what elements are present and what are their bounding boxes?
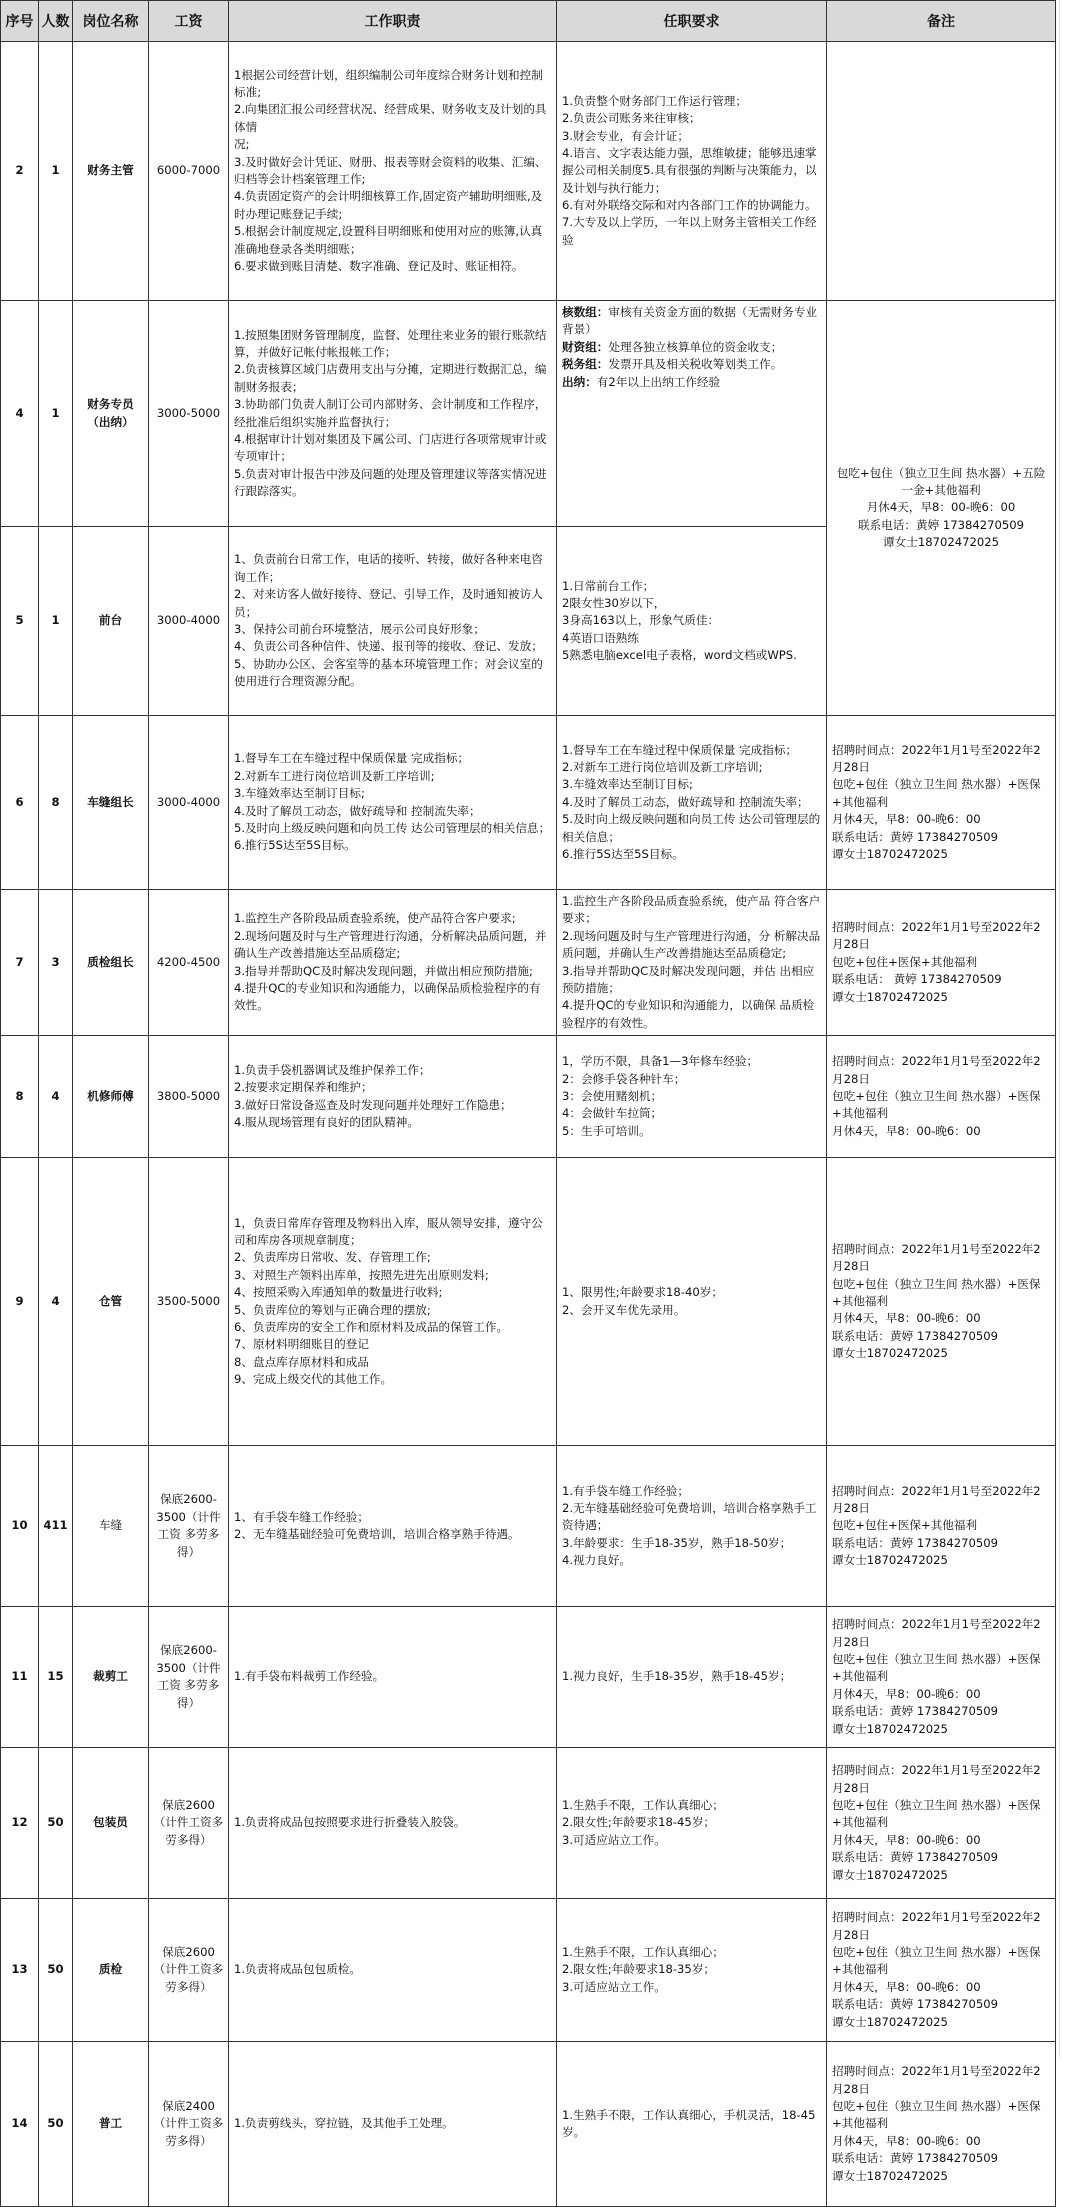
duty-cell <box>229 42 557 301</box>
note-line: 谭女士18702472025 <box>832 846 948 861</box>
note-line: 月休4天，早8：00-晚6：00 <box>866 500 1016 515</box>
header-title: 岗位名称 <box>73 1 149 42</box>
requirement-key: 出纳： <box>562 374 597 389</box>
duty-line: 2.现场问题及时与生产管理进行沟通，分析解决品质问题，并确认生产改善措施达至品质稳定; <box>234 928 547 961</box>
salary-range: 3000-5000 <box>149 301 229 527</box>
requirement-line: 4.及时了解员工动态，做好疏导和 控制流失率； <box>562 794 809 809</box>
requirement-line: 3.车缝效率达至制订目标; <box>562 777 693 792</box>
duty-cell <box>229 1607 557 1748</box>
headcount: 8 <box>39 716 73 890</box>
salary-range: 3000-4000 <box>149 527 229 716</box>
duty-line: 5、协助办公区、会客室等的基本环境管理工作；对会议室的使用进行合理资源分配。 <box>234 656 543 689</box>
duty-line: 2.向集团汇报公司经营状况、经营成果、财务收支及计划的具体情 <box>234 102 547 134</box>
requirement-line: 2.限女性;年龄要求18-45岁； <box>562 1815 716 1830</box>
requirement-line: 2限女性30岁以下， <box>562 595 666 610</box>
duty-line: 2、无车缝基础经验可免费培训，培训合格享熟手待遇。 <box>234 1527 520 1542</box>
requirement-line: 5熟悉电脑excel电子表格，word文档或WPS. <box>562 648 797 663</box>
row-number: 12 <box>1 1748 39 1899</box>
requirement-line: 1.日常前台工作； <box>562 578 655 593</box>
note-line: 月休4天，早8：00-晚6：00 <box>832 2133 981 2148</box>
note-cell <box>827 2042 1056 2207</box>
requirement-line: 1，学历不限，具备1—3年修车经验； <box>562 1054 759 1069</box>
note-line: 招聘时间点：2022年1月1号至2022年2月28日 <box>832 1054 1041 1086</box>
note-line: 包吃+包住（独立卫生间 热水器）+医保+其他福利 <box>832 1945 1041 1977</box>
table-row <box>1 1607 1056 1748</box>
row-number: 8 <box>1 1036 39 1158</box>
requirement-cell <box>557 42 827 301</box>
note-line: 招聘时间点：2022年1月1号至2022年2月28日 <box>832 920 1041 952</box>
requirement-line: 1.生熟手不限，工作认真细心，手机灵活，18-45岁。 <box>562 2107 816 2140</box>
header-salary: 工资 <box>149 1 229 42</box>
requirement-line: 4.提升QC的专业知识和沟通能力，以确保 品质检验程序的有效性。 <box>562 998 815 1030</box>
requirement-cell <box>557 1748 827 1899</box>
duty-line: 1.负责剪线头，穿拉链，及其他手工处理。 <box>234 2116 454 2131</box>
header-duty: 工作职责 <box>229 1 557 42</box>
note-line: 谭女士18702472025 <box>883 535 999 550</box>
headcount: 1 <box>39 42 73 301</box>
requirement-line: 1.监控生产各阶段品质查验系统，使产品 符合客户要求； <box>562 894 821 926</box>
headcount: 50 <box>39 1899 73 2042</box>
note-cell <box>827 1607 1056 1748</box>
row-number: 14 <box>1 2042 39 2207</box>
duty-line: 9、完成上级交代的其他工作。 <box>234 1372 393 1387</box>
note-line: 招聘时间点：2022年1月1号至2022年2月28日 <box>832 1241 1041 1274</box>
header-count: 人数 <box>39 1 73 42</box>
requirement-value: 有2年以上出纳工作经验 <box>596 374 721 389</box>
note-line: 联系电话：黄婷 17384270509 <box>858 517 1024 532</box>
duty-line: 5.负责对审计报告中涉及问题的处理及管理建议等落实情况进行跟踪落实。 <box>234 466 547 499</box>
duty-line: 6.推行5S达至5S目标。 <box>234 838 356 853</box>
table-row <box>1 42 1056 301</box>
requirement-line: 3.年龄要求：生手18-35岁，熟手18-50岁； <box>562 1535 792 1550</box>
salary-range: 3000-4000 <box>149 716 229 890</box>
duty-line: 8、盘点库存原材料和成品 <box>234 1354 369 1369</box>
duty-line: 1、负责前台日常工作，电话的接听、转接，做好各种来电咨询工作； <box>234 552 543 584</box>
duty-cell <box>229 890 557 1036</box>
requirement-cell <box>557 1158 827 1446</box>
note-line: 招聘时间点：2022年1月1号至2022年2月28日 <box>832 1483 1041 1516</box>
duty-line: 3、保持公司前台环境整洁，展示公司良好形象； <box>234 622 485 636</box>
requirement-key: 税务组： <box>562 357 609 372</box>
table-row <box>1 1446 1056 1607</box>
requirement-cell <box>557 890 827 1036</box>
table-row <box>1 1158 1056 1446</box>
requirement-line: 2、会开叉车优先录用。 <box>562 1302 686 1317</box>
requirement-cell <box>557 716 827 890</box>
duty-line: 4.根据审计计划对集团及下属公司、门店进行各项常规审计或专项审计； <box>234 431 547 464</box>
requirement-line: 1.生熟手不限，工作认真细心； <box>562 1945 724 1960</box>
requirement-line: 1.视力良好，生手18-35岁，熟手18-45岁； <box>562 1669 792 1684</box>
note-line: 招聘时间点：2022年1月1号至2022年2月28日 <box>832 1763 1041 1795</box>
headcount: 50 <box>39 1748 73 1899</box>
requirement-value: 发票开具及相关税收筹划类工作。 <box>608 357 783 372</box>
headcount: 4 <box>39 1158 73 1446</box>
requirement-key: 财资组： <box>562 339 609 354</box>
note-line: 招聘时间点：2022年1月1号至2022年2月28日 <box>832 1910 1041 1942</box>
duty-line: 1.负责手袋机器调试及维护保养工作； <box>234 1062 431 1077</box>
duty-cell <box>229 1748 557 1899</box>
requirement-line: 1.负责整个财务部门工作运行管理； <box>562 93 747 108</box>
headcount: 15 <box>39 1607 73 1748</box>
duty-line: 5.根据会计制度规定,设置科目明细账和使用对应的账簿,认真准确地登录各类明细账； <box>234 224 543 256</box>
salary-range: 6000-7000 <box>149 42 229 301</box>
requirement-line: 4.语言、文字表达能力强，思维敏捷；能够迅速掌握公司相关制度5.具有很强的判断与决策能力，以及计划与执行能力； <box>562 145 817 195</box>
duty-line: 1、有手袋车缝工作经验； <box>234 1509 369 1524</box>
note-line: 月休4天，早8：00-晚6：00 <box>832 1686 981 1701</box>
note-line: 包吃+包住（独立卫生间 热水器）+医保+其他福利 <box>832 2099 1041 2131</box>
job-title: 质检 <box>73 1899 149 2042</box>
requirement-cell <box>557 301 827 527</box>
salary-range: 保底2600（计件工资多劳多得） <box>149 1748 229 1899</box>
salary-range: 保底2600（计件工资多劳多得） <box>149 1899 229 2042</box>
requirement-cell <box>557 1036 827 1158</box>
requirement-line: 3.可适应站立工作。 <box>562 1979 666 1994</box>
requirement-cell <box>557 1607 827 1748</box>
requirement-line: 3.财会专业，有会计证； <box>562 128 689 143</box>
header-note: 备注 <box>827 1 1056 42</box>
table-row <box>1 1036 1056 1158</box>
row-number: 10 <box>1 1446 39 1607</box>
note-line: 联系电话：黄婷 17384270509 <box>832 1328 998 1343</box>
requirement-line <box>562 339 821 356</box>
requirement-line: 1.生熟手不限，工作认真细心； <box>562 1798 724 1813</box>
table-row <box>1 301 1056 527</box>
duty-cell <box>229 301 557 527</box>
requirement-line: 7.大专及以上学历，一年以上财务主管相关工作经验 <box>562 215 817 247</box>
header-no: 序号 <box>1 1 39 42</box>
duty-line: 2、对来访客人做好接待、登记、引导工作，及时通知被访人员； <box>234 587 543 619</box>
note-line: 招聘时间点：2022年1月1号至2022年2月28日 <box>832 2064 1041 2096</box>
duty-line: 1.监控生产各阶段品质查验系统，使产品符合客户要求; <box>234 911 516 926</box>
duty-line: 5.及时向上级反映问题和向员工传 达公司管理层的相关信息； <box>234 820 551 835</box>
note-line: 月休4天，早8：00-晚6：00 <box>832 1311 981 1326</box>
duty-line: 1，负责日常库存管理及物料出入库，服从领导安排，遵守公司和库房各项规章制度； <box>234 1215 543 1248</box>
duty-line: 1.有手袋布料裁剪工作经验。 <box>234 1669 385 1684</box>
note-line: 谭女士18702472025 <box>832 2014 948 2029</box>
salary-range: 3800-5000 <box>149 1036 229 1158</box>
note-line: 联系电话：黄婷 17384270509 <box>832 1535 998 1550</box>
headcount: 3 <box>39 890 73 1036</box>
duty-cell <box>229 1899 557 2042</box>
salary-range: 保底2400（计件工资多劳多得） <box>149 2042 229 2207</box>
note-cell <box>827 1036 1056 1158</box>
duty-line: 2.按要求定期保养和维护； <box>234 1080 373 1095</box>
row-number: 6 <box>1 716 39 890</box>
table-row <box>1 716 1056 890</box>
requirement-line: 2.对新车工进行岗位培训及新工序培训; <box>562 760 763 775</box>
duty-cell <box>229 716 557 890</box>
requirement-line: 3.可适应站立工作。 <box>562 1832 666 1847</box>
duty-line: 1.按照集团财务管理制度，监督、处理往来业务的银行账款结算，并做好记帐付帐报帐工作； <box>234 327 547 359</box>
requirement-line: 2.负责公司账务来往审核； <box>562 111 701 126</box>
note-line: 包吃+包住（独立卫生间 热水器）+医保+其他福利 <box>832 1652 1041 1684</box>
requirement-line: 3身高163以上，形象气质佳： <box>562 613 720 628</box>
duty-cell <box>229 527 557 716</box>
table-row <box>1 890 1056 1036</box>
requirement-line: 2：会修手袋各种针车； <box>562 1071 686 1086</box>
duty-line: 1.督导车工在车缝过程中保质保量 完成指标； <box>234 751 470 766</box>
duty-line: 4、负责公司各种信件、快递、报刊等的接收、登记、发放； <box>234 639 543 654</box>
note-line: 包吃+包住+医保+其他福利 <box>832 1518 978 1533</box>
requirement-line: 2.限女性;年龄要求18-35岁； <box>562 1962 716 1977</box>
note-line: 联系电话：黄婷 17384270509 <box>832 1704 998 1719</box>
requirement-line: 2.无车缝基础经验可免费培训，培训合格享熟手工资待遇； <box>562 1501 817 1533</box>
duty-line: 4.服从现场管理有良好的团队精神。 <box>234 1115 419 1130</box>
headcount: 4 <box>39 1036 73 1158</box>
requirement-cell <box>557 1446 827 1607</box>
duty-line: 3、对照生产领料出库单，按照先进先出原则发料; <box>234 1267 489 1282</box>
duty-line: 2.对新车工进行岗位培训及新工序培训; <box>234 768 435 783</box>
header-requirement: 任职要求 <box>557 1 827 42</box>
note-line: 谭女士18702472025 <box>832 1721 948 1736</box>
note-cell <box>827 1158 1056 1446</box>
note-cell <box>827 890 1056 1036</box>
headcount: 1 <box>39 527 73 716</box>
duty-line: 3.做好日常设备巡查及时发现问题并处理好工作隐患； <box>234 1097 512 1112</box>
note-cell <box>827 42 1056 301</box>
job-title: 包装员 <box>73 1748 149 1899</box>
duty-line: 3.指导并帮助QC及时解决发现问题，并做出相应预防措施; <box>234 963 533 978</box>
note-line: 招聘时间点：2022年1月1号至2022年2月28日 <box>832 742 1041 775</box>
duty-line: 4.提升QC的专业知识和沟通能力，以确保品质检验程序的有效性。 <box>234 980 541 1013</box>
row-number: 2 <box>1 42 39 301</box>
duty-line: 3.协助部门负责人制订公司内部财务、会计制度和工作程序，经批准后组织实施并监督执行； <box>234 397 547 429</box>
requirement-value: 处理各独立核算单位的资金收支； <box>608 339 783 354</box>
job-title: 财务专员（出纳） <box>73 301 149 527</box>
requirement-cell <box>557 527 827 716</box>
page-edge-divider <box>1059 0 1060 2059</box>
salary-range: 保底2600-3500（计件工资 多劳多得） <box>149 1446 229 1607</box>
row-number: 13 <box>1 1899 39 2042</box>
table-body <box>1 42 1056 2207</box>
requirement-line: 2.现场问题及时与生产管理进行沟通，分 析解决品质问题，并确认生产改善措施达至品质稳定; <box>562 928 821 961</box>
requirement-line: 3：会使用赌刻机； <box>562 1088 663 1103</box>
note-line: 联系电话： 黄婷 17384270509 <box>832 972 1002 987</box>
note-cell <box>827 301 1056 716</box>
duty-cell <box>229 1158 557 1446</box>
table-row <box>1 2042 1056 2207</box>
note-line: 谭女士18702472025 <box>832 2168 948 2183</box>
job-title: 车缝组长 <box>73 716 149 890</box>
duty-line: 4.及时了解员工动态，做好疏导和 控制流失率； <box>234 803 481 818</box>
duty-line: 1.负责将成品包包质检。 <box>234 1962 361 1977</box>
note-line: 联系电话：黄婷 17384270509 <box>832 2151 998 2166</box>
requirement-line: 6.推行5S达至5S目标。 <box>562 846 684 861</box>
job-title: 前台 <box>73 527 149 716</box>
note-line: 谭女士18702472025 <box>832 1346 948 1361</box>
duty-cell <box>229 2042 557 2207</box>
requirement-key: 核数组： <box>562 305 609 319</box>
job-title: 机修师傅 <box>73 1036 149 1158</box>
job-title: 裁剪工 <box>73 1607 149 1748</box>
table-row <box>1 1748 1056 1899</box>
duty-line: 况; <box>234 137 250 152</box>
requirement-line: 5.及时向上级反映问题和向员工传 达公司管理层的相关信息； <box>562 812 821 844</box>
requirement-line: 4英语口语熟练 <box>562 630 639 645</box>
duty-line: 4.负责固定资产的会计明细核算工作,固定资产辅助明细账,及时办理记账登记手续; <box>234 189 543 221</box>
requirement-line: 1.督导车工在车缝过程中保质保量 完成指标； <box>562 742 798 757</box>
duty-line: 1.负责将成品包按照要求进行折叠装入胶袋。 <box>234 1815 466 1830</box>
job-title: 普工 <box>73 2042 149 2207</box>
note-line: 包吃+包住+医保+其他福利 <box>832 954 978 969</box>
requirement-line <box>562 304 821 339</box>
requirement-line: 1、限男性;年龄要求18-40岁； <box>562 1285 723 1300</box>
requirement-line: 4：会做针车拉筒； <box>562 1106 663 1121</box>
duty-line: 4、按照采购入库通知单的数量进行收料; <box>234 1285 443 1300</box>
note-line: 谭女士18702472025 <box>832 1553 948 1568</box>
requirement-cell <box>557 1899 827 2042</box>
requirement-line: 3.指导并帮助QC及时解决发现问题，并估 出相应预防措施； <box>562 963 815 995</box>
salary-range: 3500-5000 <box>149 1158 229 1446</box>
note-line: 谭女士18702472025 <box>832 989 948 1004</box>
note-line: 包吃+包住（独立卫生间 热水器）+医保+其他福利 <box>832 1276 1041 1308</box>
row-number: 5 <box>1 527 39 716</box>
requirement-line: 4.视力良好。 <box>562 1553 632 1568</box>
duty-line: 3.及时做好会计凭证、财册、报表等财会资料的收集、汇编、归档等会计档案管理工作; <box>234 154 547 186</box>
duty-line: 3.车缝效率达至制订目标; <box>234 786 365 801</box>
table-header <box>1 1 1056 42</box>
note-line: 谭女士18702472025 <box>832 1867 948 1882</box>
requirement-line: 1.有手袋车缝工作经验； <box>562 1483 689 1498</box>
note-cell <box>827 1748 1056 1899</box>
duty-line: 2、负责库房日常收、发、存管理工作; <box>234 1250 431 1265</box>
note-cell <box>827 1899 1056 2042</box>
row-number: 9 <box>1 1158 39 1446</box>
note-line: 包吃+包住（独立卫生间 热水器）+医保+其他福利 <box>832 777 1041 809</box>
requirement-line <box>562 356 821 373</box>
note-line: 包吃+包住（独立卫生间 热水器）+五险一金+其他福利 <box>836 465 1046 497</box>
note-line: 月休4天，早8：00-晚6：00 <box>832 1832 981 1847</box>
note-cell <box>827 716 1056 890</box>
salary-range: 4200-4500 <box>149 890 229 1036</box>
headcount: 50 <box>39 2042 73 2207</box>
duty-line: 5、负责库位的筹划与正确合理的摆放; <box>234 1302 431 1317</box>
note-line: 包吃+包住（独立卫生间 热水器）+医保+其他福利 <box>832 1798 1041 1830</box>
row-number: 4 <box>1 301 39 527</box>
note-line: 月休4天，早8：00-晚6：00 <box>832 1979 981 1994</box>
requirement-value: 审核有关资金方面的数据（无需财务专业背景） <box>562 305 818 337</box>
note-line: 招聘时间点：2022年1月1号至2022年2月28日 <box>832 1617 1041 1649</box>
note-line: 月休4天，早8：00-晚6：00 <box>832 812 981 827</box>
duty-cell <box>229 1036 557 1158</box>
job-title: 质检组长 <box>73 890 149 1036</box>
duty-line: 6、负责库房的安全工作和原材料及成品的保管工作。 <box>234 1320 509 1335</box>
job-title: 车缝 <box>73 1446 149 1607</box>
table-row <box>1 1899 1056 2042</box>
salary-range: 保底2600-3500（计件工资 多劳多得） <box>149 1607 229 1748</box>
note-cell <box>827 1446 1056 1607</box>
requirement-line <box>562 374 821 391</box>
requirement-cell <box>557 2042 827 2207</box>
job-title: 财务主管 <box>73 42 149 301</box>
requirement-line: 5：生手可培训。 <box>562 1123 651 1138</box>
note-line: 包吃+包住（独立卫生间 热水器）+医保+其他福利 <box>832 1088 1041 1121</box>
duty-line: 2.负责核算区域门店费用支出与分摊，定期进行数据汇总，编制财务报表； <box>234 362 547 394</box>
row-number: 11 <box>1 1607 39 1748</box>
headcount: 411 <box>39 1446 73 1607</box>
job-title: 仓管 <box>73 1158 149 1446</box>
requirement-line: 6.有对外联络交际和对内各部门工作的协调能力。 <box>562 198 817 213</box>
duty-line: 6.要求做到账目清楚、数字准确、登记及时、账证相符。 <box>234 258 524 273</box>
duty-line: 7、原材料明细账目的登记 <box>234 1337 369 1352</box>
note-line: 月休4天，早8：00-晚6：00 <box>832 1123 981 1138</box>
note-line: 联系电话：黄婷 17384270509 <box>832 1997 998 2012</box>
note-line: 联系电话：黄婷 17384270509 <box>832 1850 998 1865</box>
headcount: 1 <box>39 301 73 527</box>
row-number: 7 <box>1 890 39 1036</box>
duty-cell <box>229 1446 557 1607</box>
note-line: 联系电话：黄婷 17384270509 <box>832 829 998 844</box>
duty-line: 1根据公司经营计划，组织编制公司年度综合财务计划和控制标准; <box>234 67 543 100</box>
